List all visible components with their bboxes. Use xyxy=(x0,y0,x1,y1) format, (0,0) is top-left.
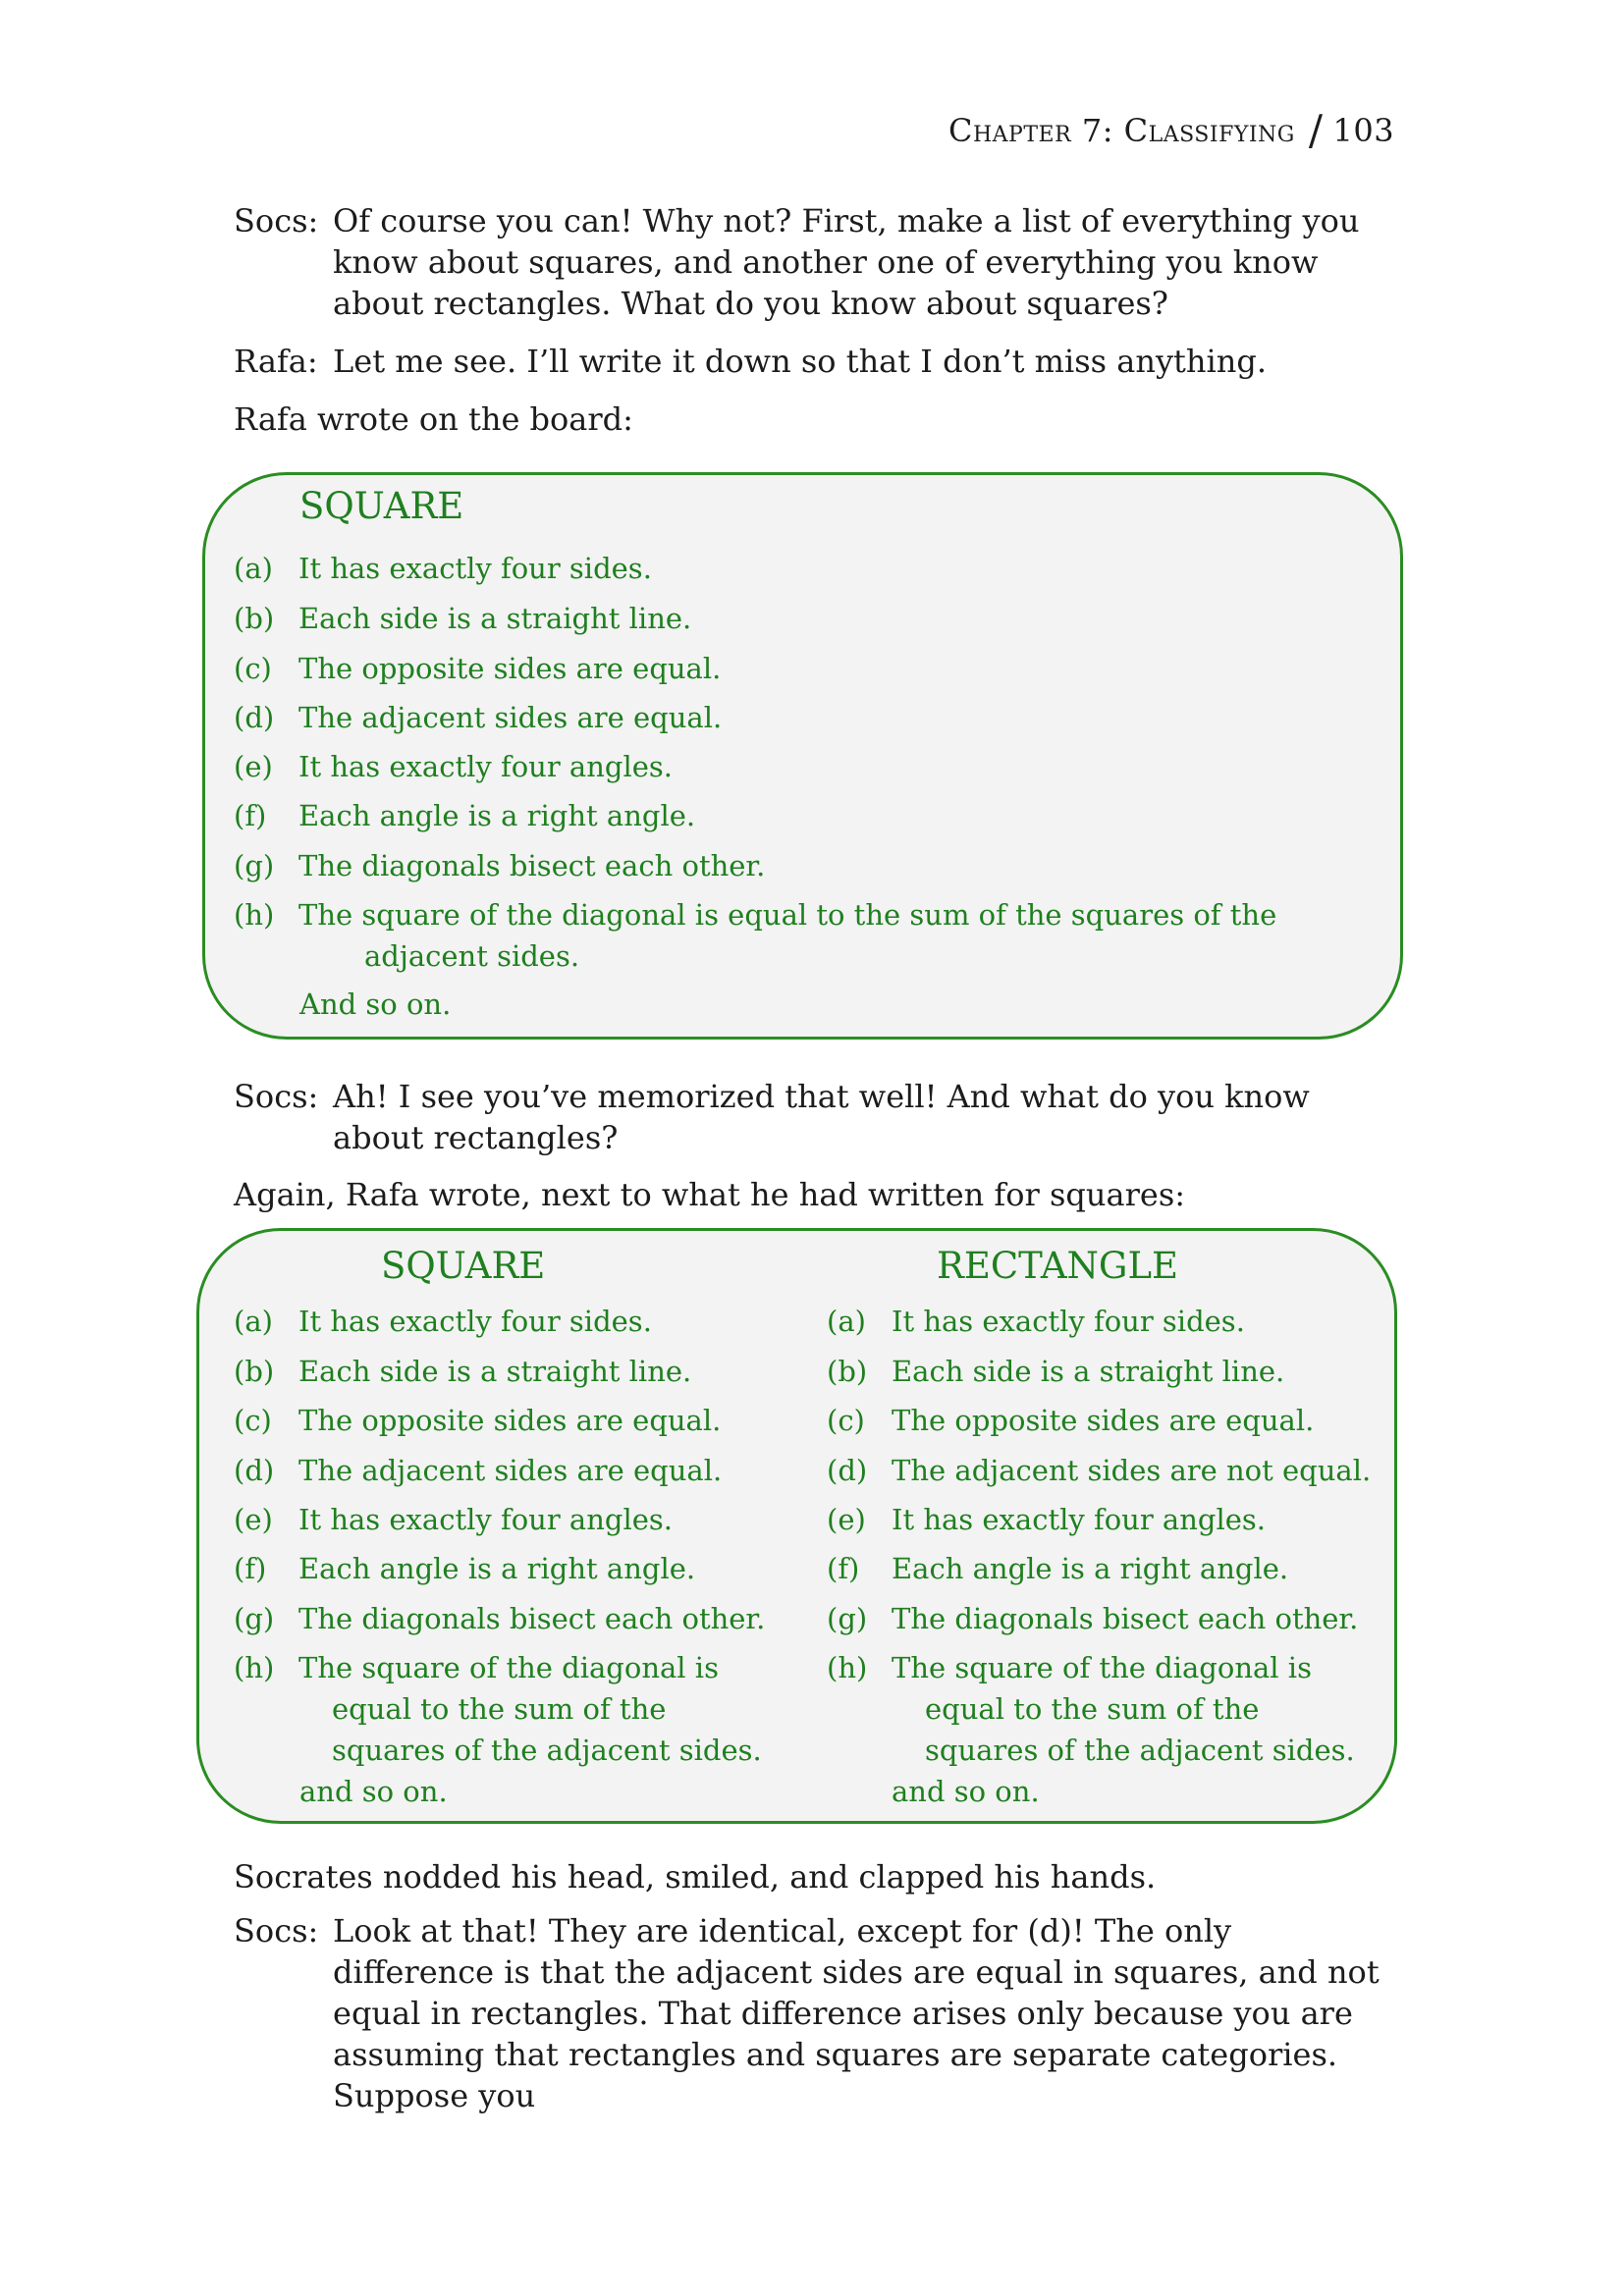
item-continuation: squares of the adjacent sides. xyxy=(925,1734,1355,1767)
board-closing: and so on. xyxy=(299,1775,448,1808)
item-label: (b) xyxy=(234,1355,275,1388)
item-label: (g) xyxy=(827,1602,868,1635)
item-label: (c) xyxy=(827,1404,865,1437)
board-closing: and so on. xyxy=(892,1775,1040,1808)
speaker-label: Socs: xyxy=(234,1078,319,1115)
item-text: Each angle is a right angle. xyxy=(298,1552,696,1585)
item-text: The diagonals bisect each other. xyxy=(298,1602,766,1635)
item-label: (g) xyxy=(234,1602,275,1635)
item-text: It has exactly four angles. xyxy=(298,750,673,783)
item-text: It has exactly four sides. xyxy=(892,1305,1245,1338)
column-title-rectangle: RECTANGLE xyxy=(937,1245,1179,1287)
item-label: (h) xyxy=(827,1651,868,1684)
item-label: (f) xyxy=(234,1552,267,1585)
item-text: The opposite sides are equal. xyxy=(892,1404,1315,1437)
item-text: Each side is a straight line. xyxy=(298,1355,692,1388)
item-label: (h) xyxy=(234,898,275,932)
item-text: The square of the diagonal is equal to the sum of the squares of the xyxy=(298,898,1277,932)
item-text: The diagonals bisect each other. xyxy=(892,1602,1359,1635)
item-label: (d) xyxy=(234,1454,275,1487)
item-label: (e) xyxy=(827,1503,866,1536)
speech-text: Let me see. I’ll write it down so that I don’t miss anything. xyxy=(333,343,1267,380)
item-continuation: equal to the sum of the xyxy=(332,1692,667,1726)
item-continuation: squares of the adjacent sides. xyxy=(332,1734,762,1767)
running-header xyxy=(948,106,1394,154)
speaker-label: Rafa: xyxy=(234,343,318,380)
item-text: The opposite sides are equal. xyxy=(298,652,722,685)
speaker-label: Socs: xyxy=(234,1912,319,1949)
narration: Again, Rafa wrote, next to what he had written for squares: xyxy=(234,1176,1186,1213)
item-label: (d) xyxy=(234,701,275,734)
item-label: (c) xyxy=(234,652,272,685)
item-text: The adjacent sides are not equal. xyxy=(892,1454,1372,1487)
item-label: (b) xyxy=(827,1355,868,1388)
item-label: (g) xyxy=(234,849,275,882)
item-text: Each angle is a right angle. xyxy=(892,1552,1289,1585)
speech-text: Ah! I see you’ve memorized that well! And what do you know about rectangles? xyxy=(333,1078,1310,1156)
item-text: Each side is a straight line. xyxy=(892,1355,1285,1388)
item-label: (a) xyxy=(234,1305,273,1338)
speech-text: Of course you can! Why not? First, make a list of everything you know about squares, and another one of everything you know about rectangles. What do you know about squares? xyxy=(333,202,1360,322)
item-text: It has exactly four sides. xyxy=(298,552,652,585)
item-label: (a) xyxy=(234,552,273,585)
board-title: SQUARE xyxy=(299,485,464,527)
page-number: 103 xyxy=(1332,112,1395,149)
item-label: (a) xyxy=(827,1305,866,1338)
item-text: The square of the diagonal is xyxy=(892,1651,1312,1684)
header-slash: / xyxy=(1308,106,1324,154)
item-label: (c) xyxy=(234,1404,272,1437)
narration: Socrates nodded his head, smiled, and clapped his hands. xyxy=(234,1858,1157,1896)
item-text: The opposite sides are equal. xyxy=(298,1404,722,1437)
item-continuation: equal to the sum of the xyxy=(925,1692,1260,1726)
speaker-label: Socs: xyxy=(234,202,319,240)
board-closing: And so on. xyxy=(299,988,452,1021)
item-text: Each side is a straight line. xyxy=(298,602,692,635)
item-text: It has exactly four angles. xyxy=(298,1503,673,1536)
speech-text: Look at that! They are identical, except for (d)! The only difference is that the adjacent sides are equal in squares, and not equal in rectangles. That difference arises only because you are assuming that rectangles and squares are separate categories. Suppose you xyxy=(333,1912,1380,2114)
item-continuation: adjacent sides. xyxy=(364,939,580,973)
item-label: (e) xyxy=(234,750,273,783)
item-text: The diagonals bisect each other. xyxy=(298,849,766,882)
narration: Rafa wrote on the board: xyxy=(234,400,633,438)
item-label: (e) xyxy=(234,1503,273,1536)
item-label: (d) xyxy=(827,1454,868,1487)
chapter-title: Chapter 7: Classifying xyxy=(948,112,1295,149)
item-label: (f) xyxy=(234,799,267,832)
item-text: The square of the diagonal is xyxy=(298,1651,719,1684)
item-text: It has exactly four sides. xyxy=(298,1305,652,1338)
item-text: Each angle is a right angle. xyxy=(298,799,696,832)
item-text: The adjacent sides are equal. xyxy=(298,1454,723,1487)
item-text: The adjacent sides are equal. xyxy=(298,701,723,734)
item-text: It has exactly four angles. xyxy=(892,1503,1266,1536)
item-label: (f) xyxy=(827,1552,860,1585)
column-title-square: SQUARE xyxy=(381,1245,546,1287)
item-label: (h) xyxy=(234,1651,275,1684)
item-label: (b) xyxy=(234,602,275,635)
